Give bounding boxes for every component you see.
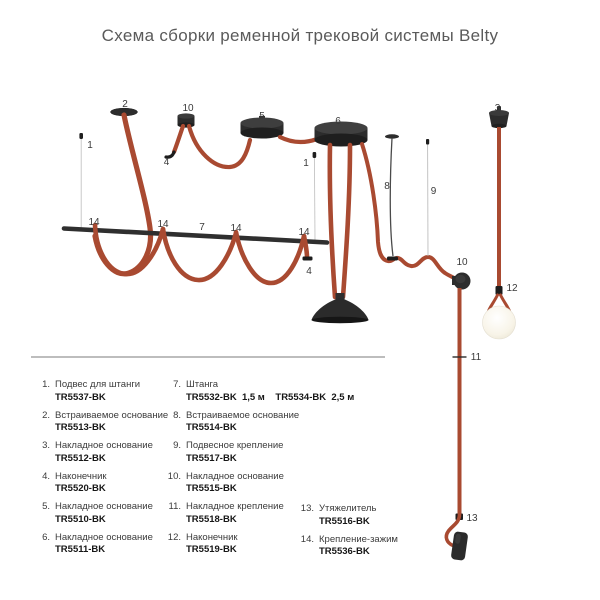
belt-wave — [362, 144, 458, 281]
legend-item: 13. Утяжелитель TR5516-BK — [300, 503, 377, 527]
callout-3: 3 — [494, 103, 501, 114]
callout-14-b: 14 — [157, 219, 169, 230]
callout-10-right: 10 — [456, 257, 468, 268]
legend-item: 9. Подвесное крепление TR5517-BK — [173, 440, 284, 464]
cone-body — [312, 298, 369, 320]
callout-6: 6 — [335, 116, 341, 127]
callout-14-c: 14 — [230, 223, 242, 234]
legend-item: 6. Накладное основание TR5511-BK — [42, 531, 153, 555]
cone-shade — [312, 293, 369, 323]
rod-suspension-right — [313, 152, 317, 240]
legend-item: 8. Встраиваемое основание TR5514-BK — [173, 409, 300, 433]
drum-bottom — [241, 128, 284, 139]
callout-7: 7 — [199, 222, 205, 233]
legend-divider — [31, 356, 385, 358]
belt-clip-icon — [387, 257, 398, 261]
belt-tail — [304, 236, 307, 257]
tip-clamp-icon — [496, 286, 503, 295]
hanger-cable — [390, 138, 393, 256]
belt-cone-left — [330, 145, 335, 297]
legend-item: 4. Наконечник TR5520-BK — [42, 470, 107, 494]
callout-5: 5 — [259, 111, 265, 122]
legend-item: 1. Подвес для штанги TR5537-BK — [42, 379, 141, 403]
rod-suspension-left — [79, 133, 83, 228]
callout-14-a: 14 — [88, 217, 100, 228]
globe-lamp — [483, 306, 516, 339]
callout-1-left: 1 — [87, 140, 93, 151]
pendant-mount-hanger — [426, 139, 429, 256]
belt-from-plate — [95, 115, 151, 274]
cone-base — [312, 317, 369, 323]
callout-11: 11 — [470, 352, 482, 363]
rod — [64, 229, 327, 243]
callout-8: 8 — [384, 181, 390, 192]
canopy-top — [178, 113, 195, 118]
callout-12: 12 — [506, 283, 518, 294]
legend-item: 3. Накладное основание TR5512-BK — [42, 440, 153, 464]
belt-short-tail — [174, 126, 183, 152]
drum-large — [315, 122, 368, 147]
callout-13: 13 — [466, 513, 478, 524]
callout-14-d: 14 — [298, 227, 310, 238]
legend-column-1 — [36, 379, 168, 562]
callout-10-top: 10 — [182, 103, 194, 114]
suspension-wire — [314, 158, 315, 240]
callout-4-tip: 4 — [306, 266, 312, 277]
legend-item: 7. Штанга TR5532-BK 1,5 м TR5534-BK 2,5 м — [173, 379, 355, 403]
callout-4-hook: 4 — [163, 157, 170, 168]
suspension-pin-icon — [313, 152, 317, 158]
page-title: Схема сборки ременной трековой системы Belty — [101, 26, 499, 45]
legend-item: 5. Накладное основание TR5510-BK — [42, 501, 153, 525]
drum-bottom — [315, 134, 368, 147]
belt-cone-right — [343, 145, 350, 297]
callout-1-mid: 1 — [303, 158, 309, 169]
suspension-pin-icon — [79, 133, 83, 139]
callout-9: 9 — [430, 186, 437, 197]
legend-item: 14. Крепление-зажим TR5536-BK — [300, 533, 398, 557]
canopy-bottom — [178, 122, 195, 127]
base-highlight — [456, 275, 466, 283]
weight — [451, 531, 469, 561]
legend-item: 12. Наконечник TR5519-BK — [167, 531, 238, 555]
callout-2: 2 — [122, 99, 128, 110]
embedded-base-hanger — [385, 134, 399, 260]
surface-base — [452, 273, 471, 290]
belt-drum-to-drum — [280, 137, 317, 142]
legend-item: 2. Встраиваемое основание TR5513-BK — [42, 409, 169, 433]
legend-item: 11. Накладное крепление TR5518-BK — [168, 501, 284, 525]
legend-item: 10. Накладное основание TR5515-BK — [167, 470, 284, 494]
canopy-small — [178, 113, 195, 127]
suspension-pin-icon — [426, 139, 429, 145]
legend-column-3 — [296, 503, 446, 564]
drum-top — [315, 122, 368, 135]
belt-tip-icon — [303, 257, 313, 261]
